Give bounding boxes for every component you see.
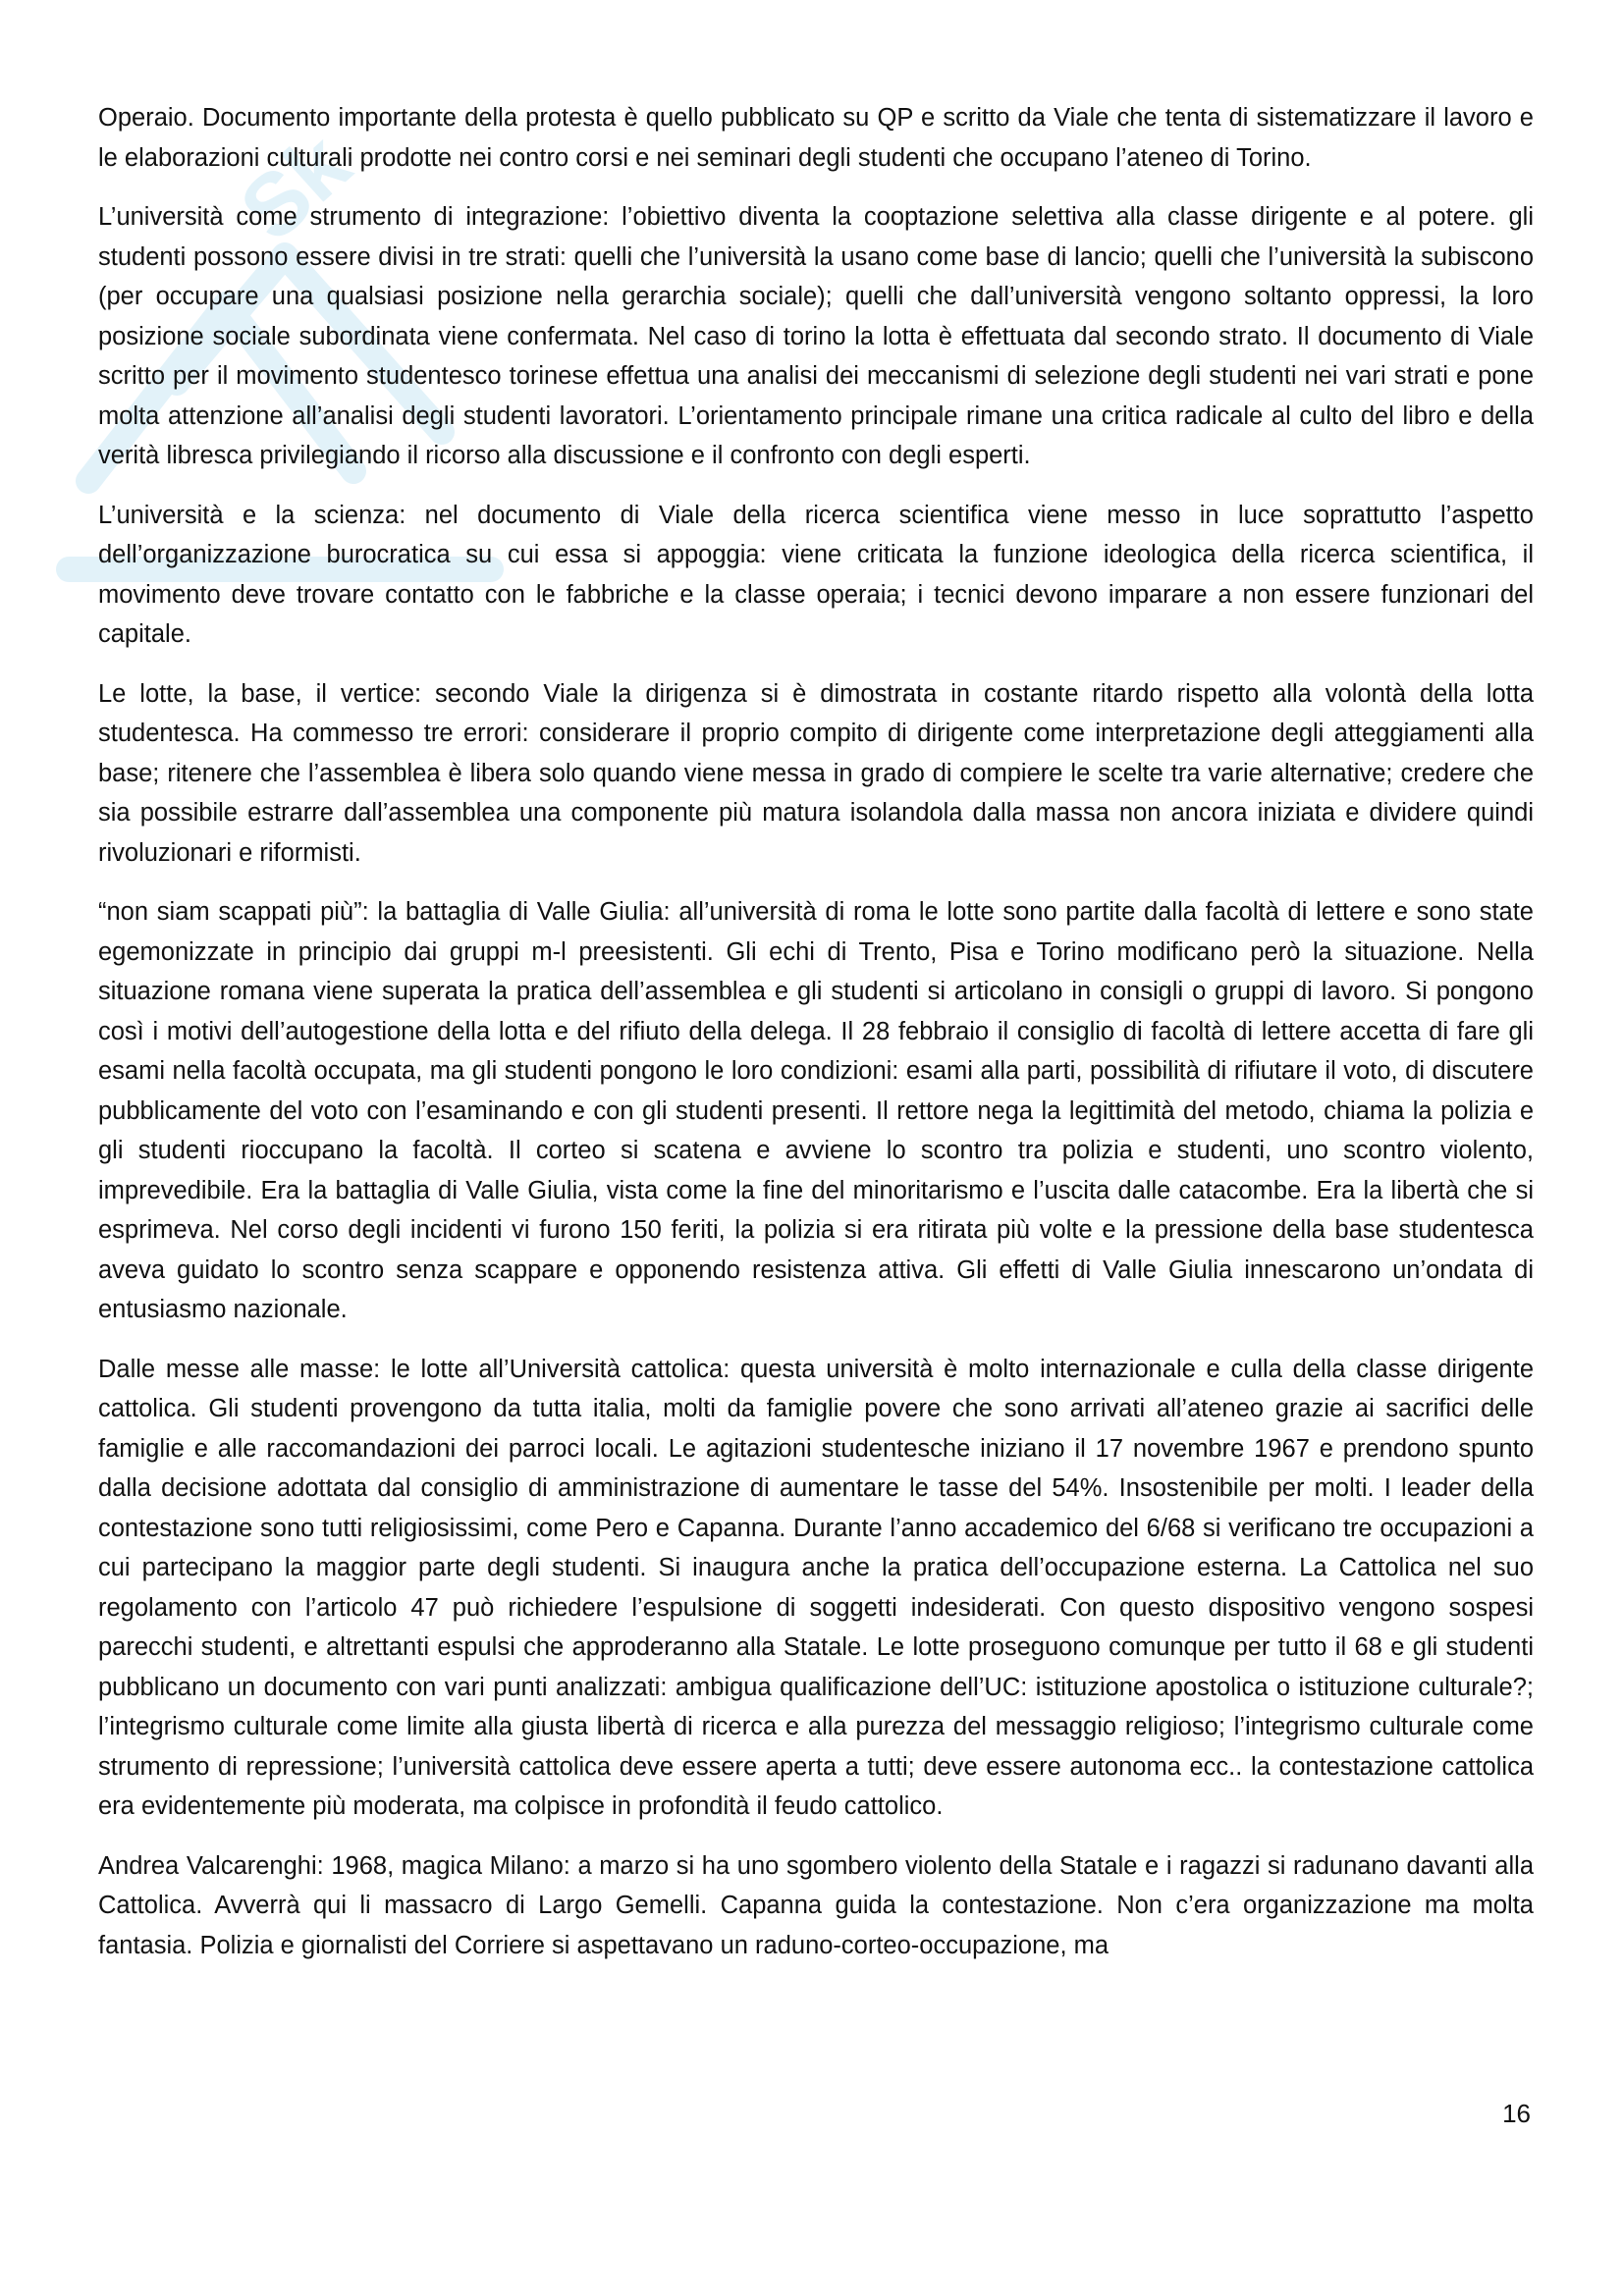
paragraph: L’università come strumento di integrazione: l’obiettivo diventa la cooptazione selettiva alla classe dirigente e al potere. gli studenti possono essere divisi in tre strati: quelli che l’università la usano come base di lancio; quelli che l’università la subiscono (per occupare una qualsiasi posizione nella gerarchia sociale); quelli che dall’università vengono soltanto oppressi, la loro posizione sociale subordinata viene confermata. Nel caso di torino la lotta è effettuata dal secondo strato. Il documento di Viale scritto per il movimento studentesco torinese effettua una analisi dei meccanismi di selezione degli studenti nei vari strati e pone molta attenzione all’analisi degli studenti lavoratori. L’orientamento principale rimane una critica radicale al culto del libro e della verità libresca privilegiando il ricorso alla discussione e il confronto con degli esperti.: [98, 203, 1534, 469]
page-number: 16: [1502, 2099, 1531, 2128]
paragraph: Andrea Valcarenghi: 1968, magica Milano: a marzo si ha uno sgombero violento della Statale e i ragazzi si radunano davanti alla Cattolica. Avverrà qui li massacro di Largo Gemelli. Capanna guida la contestazione. Non c’era organizzazione ma molta fantasia. Polizia e giornalisti del Corriere si aspettavano un raduno-corteo-occupazione, ma: [98, 1851, 1534, 1959]
document-body: [98, 98, 1534, 1985]
paragraph: L’università e la scienza: nel documento di Viale della ricerca scientifica viene messo in luce soprattutto l’aspetto dell’organizzazione burocratica su cui essa si appoggia: viene criticata la funzione ideologica della ricerca scientifica, il movimento deve trovare contatto con le fabbriche e la classe operaia; i tecnici devono imparare a non essere funzionari del capitale.: [98, 501, 1534, 648]
paragraph: Operaio. Documento importante della protesta è quello pubblicato su QP e scritto da Viale che tenta di sistematizzare il lavoro e le elaborazioni culturali prodotte nei contro corsi e nei seminari degli studenti che occupano l’ateneo di Torino.: [98, 104, 1534, 172]
paragraph: Dalle messe alle masse: le lotte all’Università cattolica: questa università è molto internazionale e culla della classe dirigente cattolica. Gli studenti provengono da tutta italia, molti da famiglie povere che sono arrivati all’ateneo grazie ai sacrifici delle famiglie e alle raccomandazioni dei parroci locali. Le agitazioni studentesche iniziano il 17 novembre 1967 e prendono spunto dalla decisione adottata dal consiglio di amministrazione di aumentare le tasse del 54%. Insostenibile per molti. I leader della contestazione sono tutti religiosissimi, come Pero e Capanna. Durante l’anno accademico del 6/68 si verificano tre occupazioni a cui partecipano la maggior parte degli studenti. Si inaugura anche la pratica dell’occupazione esterna. La Cattolica nel suo regolamento con l’articolo 47 può richiedere l’espulsione di soggetti indesiderati. Con questo dispositivo vengono sospesi parecchi studenti, e altrettanti espulsi che approderanno alla Statale. Le lotte proseguono comunque per tutto il 68 e gli studenti pubblicano un documento con vari punti analizzati: ambigua qualificazione dell’UC: istituzione apostolica o istituzione culturale?; l’integrismo culturale come limite alla giusta libertà di ricerca e alla purezza del messaggio religioso; l’integrismo culturale come strumento di repressione; l’università cattolica deve essere aperta a tutti; deve essere autonoma ecc.. la contestazione cattolica era evidentemente più moderata, ma colpisce in profondità il feudo cattolico.: [98, 1355, 1534, 1820]
paragraph: “non siam scappati più”: la battaglia di Valle Giulia: all’università di roma le lotte sono partite dalla facoltà di lettere e sono state egemonizzate in principio dai gruppi m-l preesistenti. Gli echi di Trento, Pisa e Torino modificano però la situazione. Nella situazione romana viene superata la pratica dell’assemblea e gli studenti si articolano in consigli o gruppi di lavoro. Si pongono così i motivi dell’autogestione della lotta e del rifiuto della delega. Il 28 febbraio il consiglio di facoltà di lettere accetta di fare gli esami nella facoltà occupata, ma gli studenti pongono le loro condizioni: esami alla parti, possibilità di rifiutare il voto, di discutere pubblicamente del voto con l’esaminando e con gli studenti presenti. Il rettore nega la legittimità del metodo, chiama la polizia e gli studenti rioccupano la facoltà. Il corteo si scatena e avviene lo scontro tra polizia e studenti, uno scontro violento, imprevedibile. Era la battaglia di Valle Giulia, vista come la fine del minoritarismo e l’uscita dalle catacombe. Era la libertà che si esprimeva. Nel corso degli incidenti vi furono 150 feriti, la polizia si era ritirata più volte e la pressione della base studentesca aveva guidato lo scontro senza scappare e opponendo resistenza attiva. Gli effetti di Valle Giulia innescarono un’ondata di entusiasmo nazionale.: [98, 898, 1534, 1323]
svg-text:Sk: Sk: [222, 114, 369, 260]
paragraph: Le lotte, la base, il vertice: secondo Viale la dirigenza si è dimostrata in costante ritardo rispetto alla volontà della lotta studentesca. Ha commesso tre errori: considerare il proprio compito di dirigente come interpretazione degli atteggiamenti alla base; ritenere che l’assemblea è libera solo quando viene messa in grado di compiere le scelte tra varie alternative; credere che sia possibile estrarre dall’assemblea una componente più matura isolandola dalla massa non ancora iniziata e dividere quindi rivoluzionari e riformisti.: [98, 679, 1534, 867]
